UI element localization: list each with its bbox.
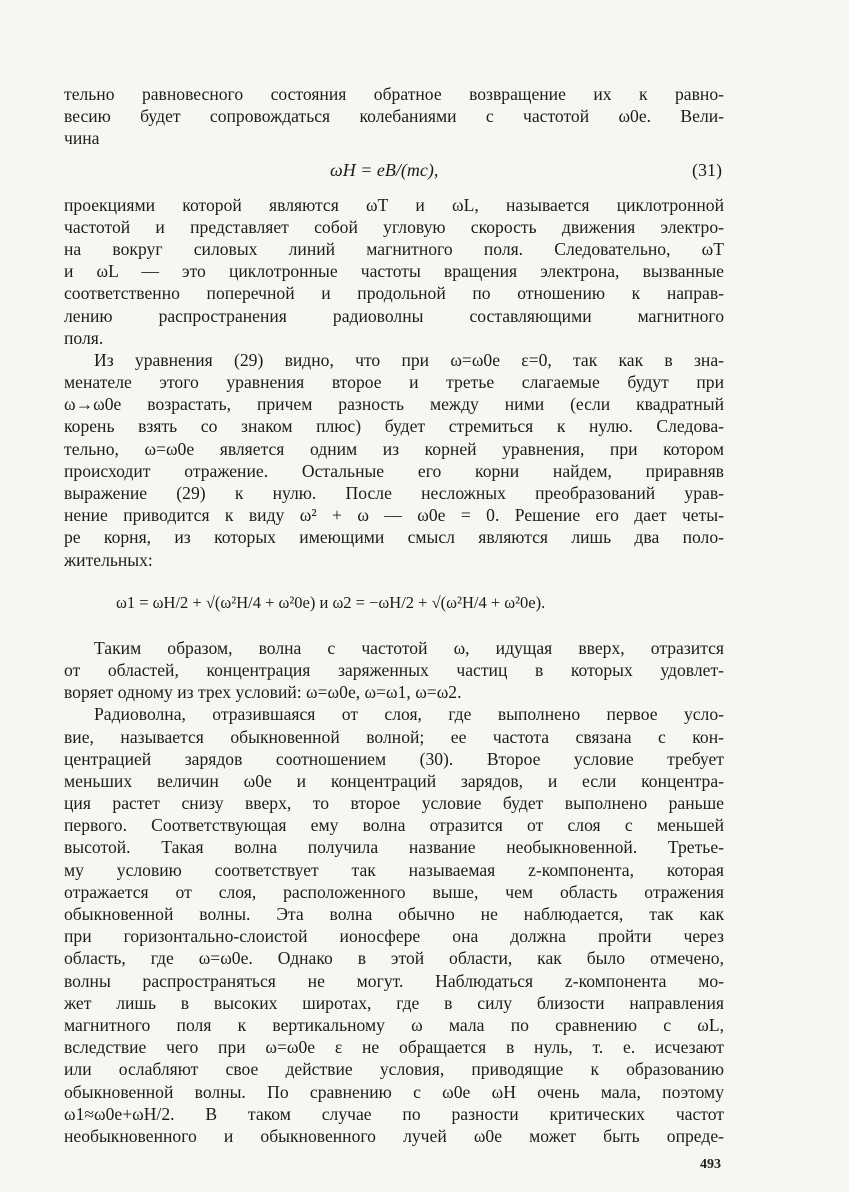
page-text: [64, 83, 724, 1147]
text-line: меньших величин ω0e и концентраций зарядов, и если концентра-: [64, 770, 724, 791]
paragraph-5: [64, 703, 724, 1147]
text-line: вие, называется обыкновенной волной; ее частота связана с кон-: [64, 726, 724, 747]
text-line: отражается от слоя, расположенного выше, чем область отражения: [64, 881, 724, 902]
text-line: му условию соответствует так называемая z-компонента, которая: [64, 859, 724, 880]
equation-31: [64, 150, 724, 194]
text-line: чина: [64, 128, 100, 149]
text-line: волны распространяться не могут. Наблюдаться z-компонента мо-: [64, 970, 724, 991]
equation-number: (31): [692, 159, 722, 180]
text-line: при горизонтально-слоистой ионосфере она должна пройти через: [64, 926, 724, 947]
text-line: нение приводится к виду ω² + ω — ω0e = 0. Решение его дает четы-: [64, 505, 724, 526]
text-line: поля.: [64, 327, 104, 348]
paragraph-3: [64, 349, 724, 571]
equation-body: ω1 = ωH/2 + √(ω²H/4 + ω²0e) и ω2 = −ωH/2 + √(ω²H/4 + ω²0e).: [116, 592, 546, 612]
text-line: менателе этого уравнения второе и третье слагаемые будут при: [64, 372, 724, 393]
text-line: частотой и представляет собой угловую скорость движения электро-: [64, 216, 724, 237]
text-line: на вокруг силовых линий магнитного поля. Следовательно, ωT: [64, 238, 724, 259]
paragraph-2: [64, 194, 724, 349]
text-line: или ослабляют свое действие условия, приводящие к образованию: [64, 1059, 724, 1080]
text-line: центрацией зарядов соотношением (30). Второе условие требует: [64, 748, 724, 769]
text-line: воряет одному из трех условий: ω=ω0e, ω=ω1, ω=ω2.: [64, 682, 462, 703]
paragraph-4: [64, 637, 724, 704]
text-line: необыкновенного и обыкновенного лучей ω0e может быть опреде-: [64, 1125, 724, 1146]
page-number: 493: [700, 1157, 721, 1172]
text-line: тельно, ω=ω0e является одним из корней уравнения, при котором: [64, 438, 724, 459]
text-line: ция растет снизу вверх, то второе условие будет выполнено раньше: [64, 793, 724, 814]
text-line: соответственно поперечной и продольной по отношению к направ-: [64, 283, 724, 304]
text-line: весию будет сопровождаться колебаниями с частотой ω0e. Вели-: [64, 106, 724, 127]
text-line: проекциями которой являются ωT и ωL, называется циклотронной: [64, 194, 724, 215]
text-line: Радиоволна, отразившаяся от слоя, где выполнено первое усло-: [94, 704, 724, 725]
text-line: высотой. Такая волна получила название необыкновенной. Третье-: [64, 837, 724, 858]
text-line: магнитного поля к вертикальному ω мала по сравнению с ωL,: [64, 1014, 724, 1035]
text-line: ω1≈ω0e+ωH/2. В таком случае по разности критических частот: [64, 1103, 724, 1124]
text-line: жительных:: [64, 549, 153, 570]
equation-roots: [64, 571, 724, 637]
text-line: тельно равновесного состояния обратное возвращение их к равно-: [64, 84, 724, 104]
text-line: обыкновенной волны. По сравнению с ω0e ωH очень мала, поэтому: [64, 1081, 724, 1102]
text-line: ω→ω0e возрастать, причем разность между ними (если квадратный: [64, 394, 724, 415]
text-line: от областей, концентрация заряженных частиц в которых удовлет-: [64, 659, 724, 680]
text-line: корень взять со знаком плюс) будет стремиться к нулю. Следова-: [64, 416, 724, 437]
equation-body: ωH = eB/(mc),: [330, 159, 439, 180]
text-line: выражение (29) к нулю. После несложных преобразований урав-: [64, 483, 724, 503]
text-line: ре корня, из которых имеющими смысл являются лишь два поло-: [64, 527, 724, 548]
text-line: обыкновенной волны. Эта волна обычно не наблюдается, так как: [64, 904, 724, 924]
text-line: область, где ω=ω0e. Однако в этой области, как было отмечено,: [64, 948, 724, 969]
text-line: Из уравнения (29) видно, что при ω=ω0e ε=0, так как в зна-: [94, 349, 724, 370]
text-line: лению распространения радиоволны составляющими магнитного: [64, 305, 724, 326]
text-line: Таким образом, волна с частотой ω, идущая вверх, отразится: [94, 637, 724, 658]
text-line: и ωL — это циклотронные частоты вращения электрона, вызванные: [64, 261, 724, 282]
text-line: жет лишь в высоких широтах, где в силу близости направления: [64, 992, 724, 1013]
text-line: происходит отражение. Остальные его корни найдем, приравняв: [64, 460, 724, 481]
paragraph-1: [64, 83, 724, 150]
text-line: вследствие чего при ω=ω0e ε не обращается в нуль, т. е. исчезают: [64, 1037, 724, 1058]
text-line: первого. Соответствующая ему волна отразится от слоя с меньшей: [64, 815, 724, 836]
